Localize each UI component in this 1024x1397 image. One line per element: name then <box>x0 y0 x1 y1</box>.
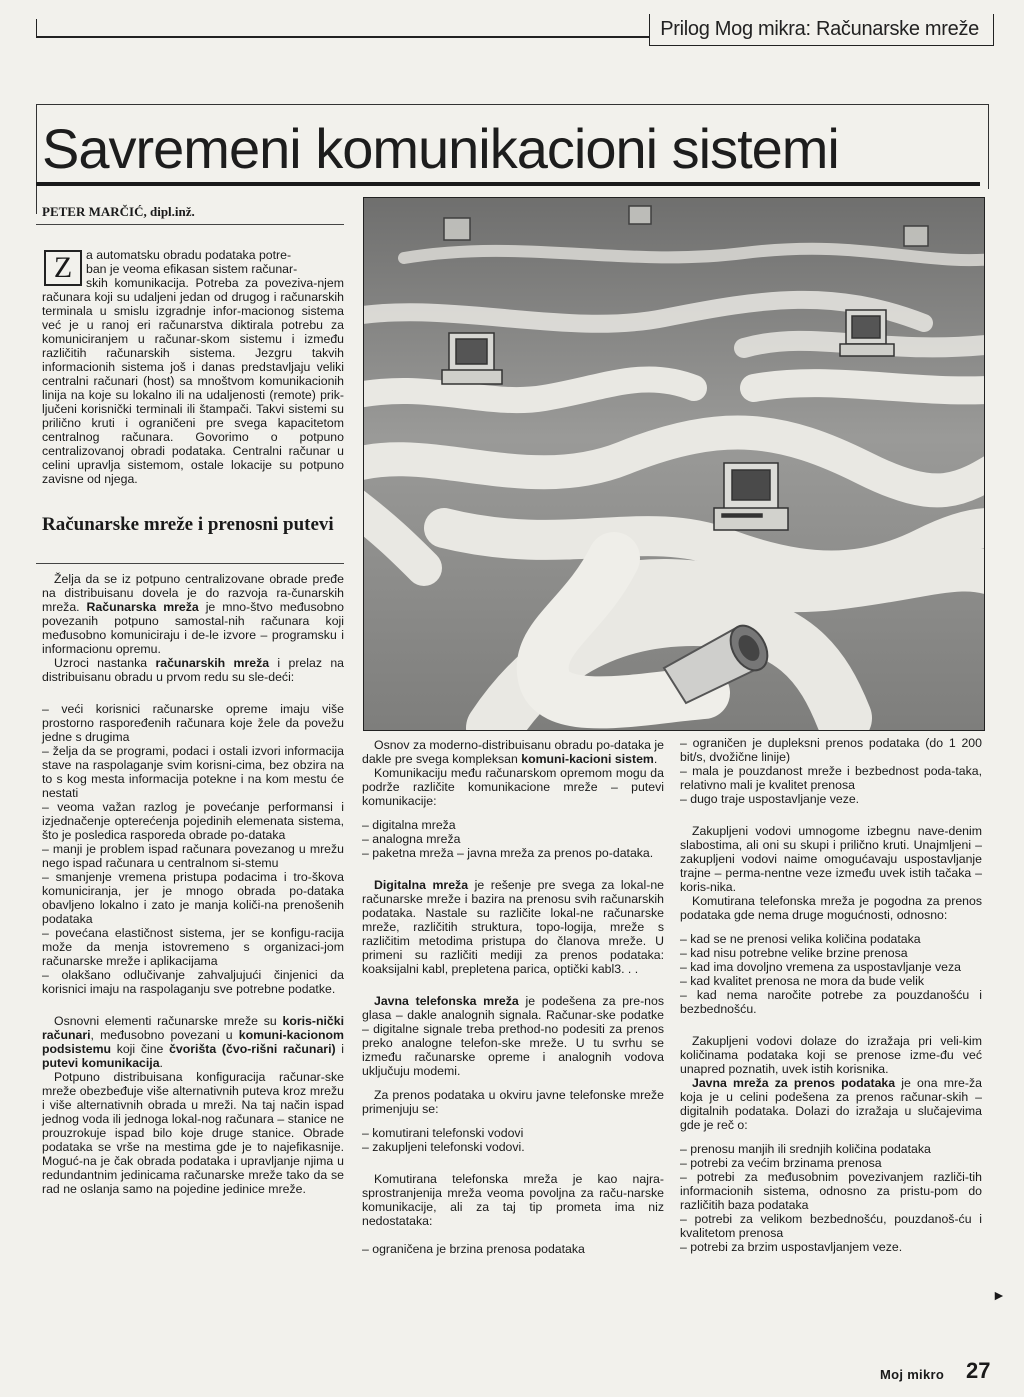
list-item: – zakupljeni telefonski vodovi. <box>362 1140 525 1154</box>
list-item: – kad kvalitet prenosa ne mora da bude velik <box>680 974 925 988</box>
list-item: – kad se ne prenosi velika količina podataka <box>680 932 921 946</box>
list-item: – digitalna mreža <box>362 818 456 832</box>
list-item: – ograničen je dupleksni prenos podataka (do 1 200 bit/s, dvožične linije) <box>680 736 982 764</box>
subheading: Računarske mreže i prenosni putevi <box>42 514 334 535</box>
list-item: – želja da se programi, podaci i ostali izvori informacija stave na raspolaganje svim korisni-cima, bez obzira na to s kog mesta informacija potekne i na kom mestu će nestati <box>42 744 344 800</box>
column-1 <box>42 572 344 1196</box>
drop-cap: Z <box>44 250 82 286</box>
drawbacks-list <box>362 1242 664 1256</box>
title-frame-top <box>36 104 988 105</box>
list-item: – paketna mreža – javna mreža za prenos po-dataka. <box>362 846 654 860</box>
reasons-list <box>42 702 344 996</box>
list-item: – olakšano odlučivanje zahvaljujući činjenici da korisnici imaju na raspolaganju sve potrebne podatke. <box>42 968 344 996</box>
continue-arrow-icon: ► <box>992 1287 1006 1303</box>
phone-lines-list <box>362 1126 664 1154</box>
list-item: – veoma važan razlog je povećanje performansi i izjednačenje opterećenja pojedinih elemenata sistema, što je posledica rasporeda obrade po-dataka <box>42 800 344 842</box>
list-item: – analogna mreža <box>362 832 461 846</box>
list-item: – potrebi za većim brzinama prenosa <box>680 1156 882 1170</box>
section-header: Prilog Mog mikra: Računarske mreže <box>649 14 994 46</box>
paragraph: Komutirana telefonska mreža je kao najra-sprostranjenija mreža veoma povoljna za raču-narske komunikacije, ali za taj tip prometa ima niz nedostataka: <box>362 1172 664 1228</box>
paragraph: Javna telefonska mreža je podešena za pre-nos glasa – dakle analognih signala. Računar-ske podatke – digitalne signale treba prethod-no podesiti za prenos preko analogne telefon-ske mreže. U tu svrhu se između računarske opreme i analognih vodova uključuju modemi. <box>362 994 664 1078</box>
author-line: PETER MARČIĆ, dipl.inž. <box>42 204 195 219</box>
title-rule <box>36 182 980 186</box>
column-2 <box>362 738 664 1256</box>
photo-illustration <box>364 198 984 730</box>
list-item: – manji je problem ispad računara povezanog u mrežu nego ispad računara u centralnom si-stemu <box>42 842 344 870</box>
list-item: – kad nema naročite potrebe za pouzdanošću i bezbednošću. <box>680 988 982 1016</box>
title-frame-right <box>988 104 989 189</box>
intro-paragraph: Potreba za poveziva-njem računara koji su udaljeni jedan od drugog i računarskih terminala u smislu izgradnje infor-macionog sistema već je u ranoj eri računarstva diktirala potrebu za komuniciranjem u računar-skom sistemu i između različitih računarskih sistema. Jezgru takvih informacionih sistema još i danas predstavljaju veliki centralni računari (host) sa mnoštvom komunikacionih linija na koje su lokalno ili na udaljenosti (remote) prik-ljučeni korisnički terminali ili štampači. Takvi sistemi su prilično kruti i ograničeni pre svega kapacitetom centralnog računara. Govorimo o potpuno centralizovanoj obradi podataka. Centralni računar u celini upravlja sistemom, ostale lokacije su potpuno zavisne od njega. <box>42 276 344 486</box>
paragraph: Uzroci nastanka računarskih mreža i prelaz na distribuisanu obradu u prvom redu su sle-deći: <box>42 656 344 684</box>
list-item: – komutirani telefonski vodovi <box>362 1126 524 1140</box>
paragraph: Komunikaciju među računarskom opremom mogu da podrže različite komunikacione mreže – putevi komunikacije: <box>362 766 664 808</box>
intro-line: skih komunikacija. <box>86 276 189 290</box>
paragraph: Osnov za moderno-distribuisanu obradu po-dataka je dakle pre svega kompleksan komuni-kacioni sistem. <box>362 738 664 766</box>
intro-line: a automatsku obradu podataka potre- <box>86 248 292 262</box>
paragraph: Zakupljeni vodovi umnogome izbegnu nave-denim slabostima, ali oni su skupi i prilično kruti. Unajmljeni – zakupljeni vodovi naime omogućavaju uspostavljanje trajne – perma-nentne veze između uvek istih tačaka – koris-nika. <box>680 824 982 894</box>
paragraph: Potpuno distribuisana konfiguracija računar-ske mreže obezbeđuje više alternativnih puteva kroz mrežu i više alternativnih obrada u mreži. Na taj način ispad jednog voda ili jednoga lokal-nog računara – stanice ne prouzrokuje ispad bilo koje druge stanice. Obrade podataka se vrše na mestima gde je to najefikasnije. Moguć-na je čak obrada podataka i upravljanje njima u redundantnim jedinicama računarske mreže tako da se rad ne oslanja samo na pojedine jedinice mreže. <box>42 1070 344 1196</box>
intro-line: ban je veoma efikasan sistem računar- <box>86 262 298 276</box>
paragraph: Želja da se iz potpuno centralizovane obrade pređe na distribuisanu dovela je do razvoja ra-čunarskih mreža. Računarska mreža je mno-štvo međusobno povezanih potpuno samostal-nih računara koji međusobno komuniciraju i de-le izvore – programsku i informacionu opremu. <box>42 572 344 656</box>
column-3 <box>680 736 982 1254</box>
list-item: – prenosu manjih ili srednjih količina podataka <box>680 1142 931 1156</box>
list-item: – kad ima dovoljno vremena za uspostavljanje veza <box>680 960 961 974</box>
title-frame-left <box>36 104 37 214</box>
list-item: – povećana elastičnost sistema, jer se konfigu-racija može da menja istovremeno s organizaci-jom računarske mreže i aplikacijama <box>42 926 344 968</box>
paragraph: Zakupljeni vodovi dolaze do izražaja pri veli-kim količinama podataka koji se prenose izme-đu već unapred poznatih, uvek istih korisnika. <box>680 1034 982 1076</box>
public-data-network-uses-list <box>680 1142 982 1254</box>
network-types-list <box>362 818 664 860</box>
paragraph: Komutirana telefonska mreža je pogodna za prenos podataka gde nema druge mogućnosti, odnosno: <box>680 894 982 922</box>
article-title: Savremeni komunikacioni sistemi <box>42 117 839 180</box>
author-rule <box>36 224 344 225</box>
list-item: – veći korisnici računarske opreme imaju više prostorno raspoređenih računara koje žele da povežu jedne s drugima <box>42 702 344 744</box>
list-item: – potrebi za međusobnim povezivanjem različi-tih informacionih sistema, odnosno za pristu-pom do različitih baza podataka <box>680 1170 982 1212</box>
list-item: – potrebi za brzim uspostavljanjem veze. <box>680 1240 903 1254</box>
paragraph: Javna mreža za prenos podataka je ona mre-ža koja je u celini podešena za prenos računar-skih – digitalnih podataka. Dolazi do izražaja u slučajevima gde je reč o: <box>680 1076 982 1132</box>
paragraph: Osnovni elementi računarske mreže su koris-nički računari, međusobno povezani u komuni-kacionom podsistemu koji čine čvorišta (čvo-rišni računari) i putevi komunikacija. <box>42 1014 344 1070</box>
photo-computers-on-hoses <box>363 197 985 731</box>
switched-network-uses-list <box>680 932 982 1016</box>
list-item: – dugo traje uspostavljanje veze. <box>680 792 860 806</box>
list-item: – smanjenje vremena pristupa podacima i tro-škova komuniciranja, jer je mnogo obrada po-dataka obavljeno lokalno i zato je manja količi-na prenošenih podataka <box>42 870 344 926</box>
list-item: – ograničena je brzina prenosa podataka <box>362 1242 585 1256</box>
list-item: – potrebi za velikom bezbednošću, pouzdanoš-ću i kvalitetom prenosa <box>680 1212 982 1240</box>
paragraph: Digitalna mreža je rešenje pre svega za lokal-ne računarske mreže i bazira na prenosu svih računarskih podataka. Nastale su različite lokal-ne računarske mreže, različitih struktura, topo-logija, mreže s različitim metodima pristupa do članova mreže. U primeni su različiti mediji za prenos podataka: koaksijalni kabl, prepletena parica, optički kabl3. . . <box>362 878 664 976</box>
list-item: – mala je pouzdanost mreže i bezbednost poda-taka, relativno mali je kvalitet prenosa <box>680 764 982 792</box>
header-rule-left <box>36 19 37 37</box>
subheading-rule <box>36 563 344 564</box>
page-number: 27 <box>966 1358 991 1383</box>
paragraph: Za prenos podataka u okviru javne telefonske mreže primenjuju se: <box>362 1088 664 1116</box>
footer-brand: Moj mikro <box>880 1367 945 1382</box>
drawbacks-list-continued <box>680 736 982 806</box>
intro-text <box>42 248 344 486</box>
list-item: – kad nisu potrebne velike brzine prenosa <box>680 946 908 960</box>
